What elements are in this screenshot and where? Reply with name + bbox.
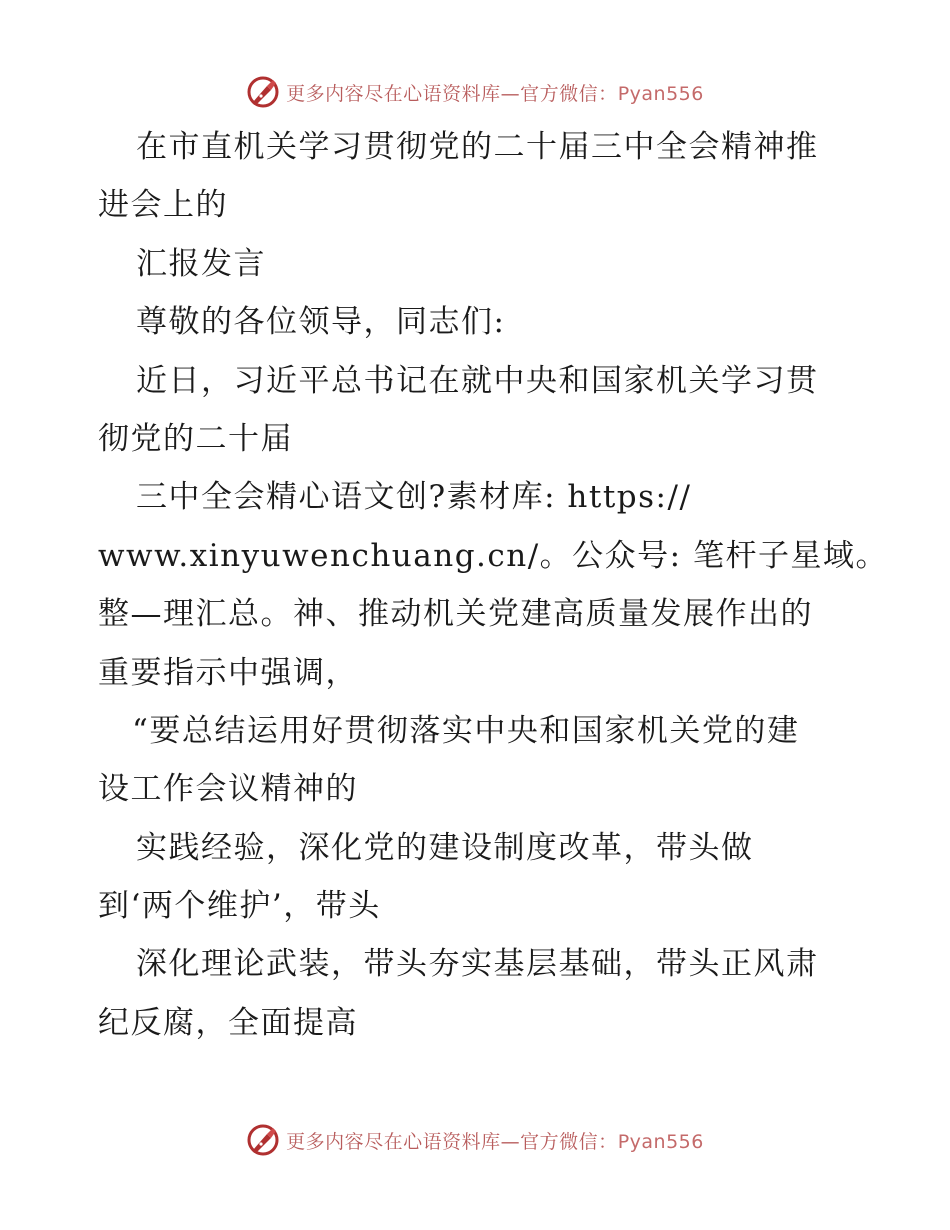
- watermark-separator: —: [500, 1130, 521, 1153]
- header-watermark: [0, 70, 950, 114]
- watermark-text: [286, 1127, 704, 1154]
- watermark-site-name: 更多内容尽在心语资料库: [286, 82, 501, 105]
- paragraph-line: 重要指示中强调，: [98, 654, 358, 691]
- watermark-wechat-label: 官方微信：: [520, 82, 618, 105]
- subtitle-line: 汇报发言: [136, 245, 266, 282]
- paragraph-line: 深化理论武装，带头夯实基层基础，带头正风肃: [136, 946, 819, 983]
- title-line-1: 在市直机关学习贯彻党的二十届三中全会精神推: [136, 129, 819, 165]
- quote-line: “要总结运用好贯彻落实中央和国家机关党的建: [132, 712, 800, 749]
- pen-nib-circle-icon: [246, 75, 280, 109]
- paragraph-line: 实践经验，深化党的建设制度改革，带头做: [136, 829, 754, 866]
- document-body: [98, 118, 888, 1052]
- quote-line: 设工作会议精神的: [98, 771, 358, 808]
- paragraph-line: 彻党的二十届: [98, 420, 293, 457]
- watermark-wechat-id: Pyan556: [617, 1130, 704, 1153]
- paragraph-line: www.xinyuwenchuang.cn/。公众号: 笔杆子星域。: [98, 537, 888, 574]
- pen-nib-circle-icon: [246, 1123, 280, 1157]
- paragraph-line: 三中全会精心语文创?素材库: https://: [136, 479, 692, 516]
- paragraph-line: 到‘两个维护’，带头: [98, 888, 381, 925]
- paragraph-line: 近日，习近平总书记在就中央和国家机关学习贯: [136, 362, 819, 399]
- watermark-separator: —: [500, 82, 521, 105]
- salutation-line: 尊敬的各位领导，同志们:: [136, 304, 506, 341]
- watermark-wechat-label: 官方微信：: [520, 1130, 618, 1153]
- paragraph-line: 整—理汇总。神、推动机关党建高质量发展作出的: [98, 596, 813, 633]
- watermark-site-name: 更多内容尽在心语资料库: [286, 1130, 501, 1153]
- watermark-text: [286, 79, 704, 106]
- title-line-2: 进会上的: [98, 187, 228, 224]
- footer-watermark: [0, 1118, 950, 1162]
- watermark-wechat-id: Pyan556: [617, 82, 704, 105]
- paragraph-line: 纪反腐，全面提高: [98, 1004, 358, 1041]
